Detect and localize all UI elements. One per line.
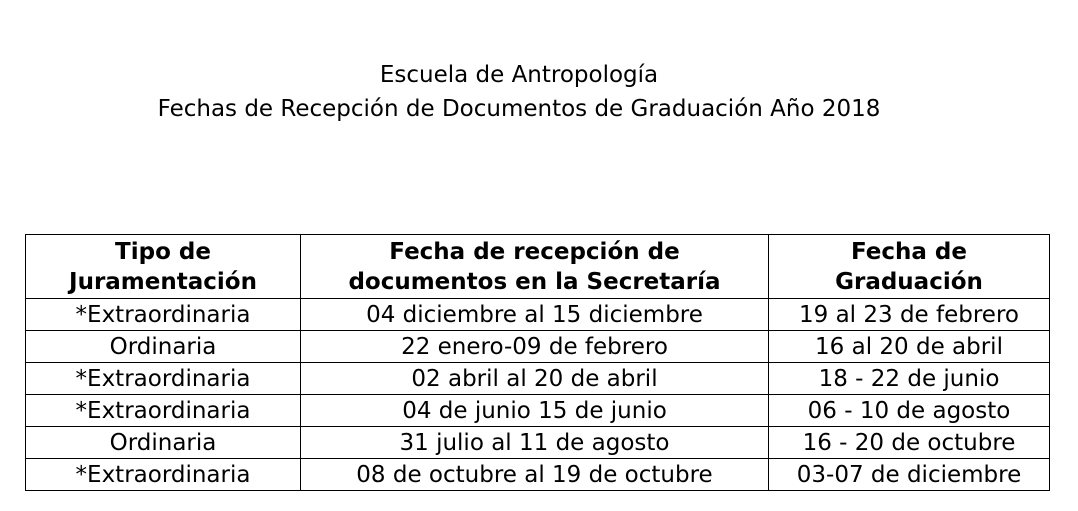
header-line: Fecha de recepción de (389, 238, 680, 265)
cell-recepcion: 04 diciembre al 15 diciembre (301, 299, 769, 331)
cell-tipo: *Extraordinaria (26, 363, 301, 395)
header-line: Fecha de (851, 238, 967, 265)
cell-tipo: *Extraordinaria (26, 395, 301, 427)
cell-graduacion: 06 - 10 de agosto (769, 395, 1050, 427)
header-line: Tipo de (115, 238, 211, 265)
header-fecha-recepcion (301, 235, 769, 299)
school-name: Escuela de Antropología (379, 62, 659, 88)
cell-recepcion: 04 de junio 15 de junio (301, 395, 769, 427)
header-line: Graduación (835, 268, 983, 295)
header-line: Juramentación (69, 268, 257, 295)
header-fecha-graduacion (769, 235, 1050, 299)
table-row (26, 363, 1050, 395)
table-header-row (26, 235, 1050, 299)
cell-tipo: Ordinaria (26, 331, 301, 363)
cell-graduacion: 03-07 de diciembre (769, 459, 1050, 491)
document-title (0, 58, 1038, 126)
cell-graduacion: 16 - 20 de octubre (769, 427, 1050, 459)
document-subtitle: Fechas de Recepción de Documentos de Graduación Año 2018 (157, 96, 881, 122)
cell-tipo: Ordinaria (26, 427, 301, 459)
cell-recepcion: 22 enero-09 de febrero (301, 331, 769, 363)
cell-tipo: *Extraordinaria (26, 459, 301, 491)
cell-graduacion: 16 al 20 de abril (769, 331, 1050, 363)
table-row (26, 427, 1050, 459)
cell-recepcion: 31 julio al 11 de agosto (301, 427, 769, 459)
header-line: documentos en la Secretaría (348, 268, 721, 295)
cell-tipo: *Extraordinaria (26, 299, 301, 331)
cell-recepcion: 08 de octubre al 19 de octubre (301, 459, 769, 491)
header-tipo-juramentacion (26, 235, 301, 299)
table-row (26, 331, 1050, 363)
table-row (26, 459, 1050, 491)
graduation-schedule-table (25, 234, 1050, 491)
cell-graduacion: 18 - 22 de junio (769, 363, 1050, 395)
table-row (26, 299, 1050, 331)
table-row (26, 395, 1050, 427)
cell-graduacion: 19 al 23 de febrero (769, 299, 1050, 331)
cell-recepcion: 02 abril al 20 de abril (301, 363, 769, 395)
